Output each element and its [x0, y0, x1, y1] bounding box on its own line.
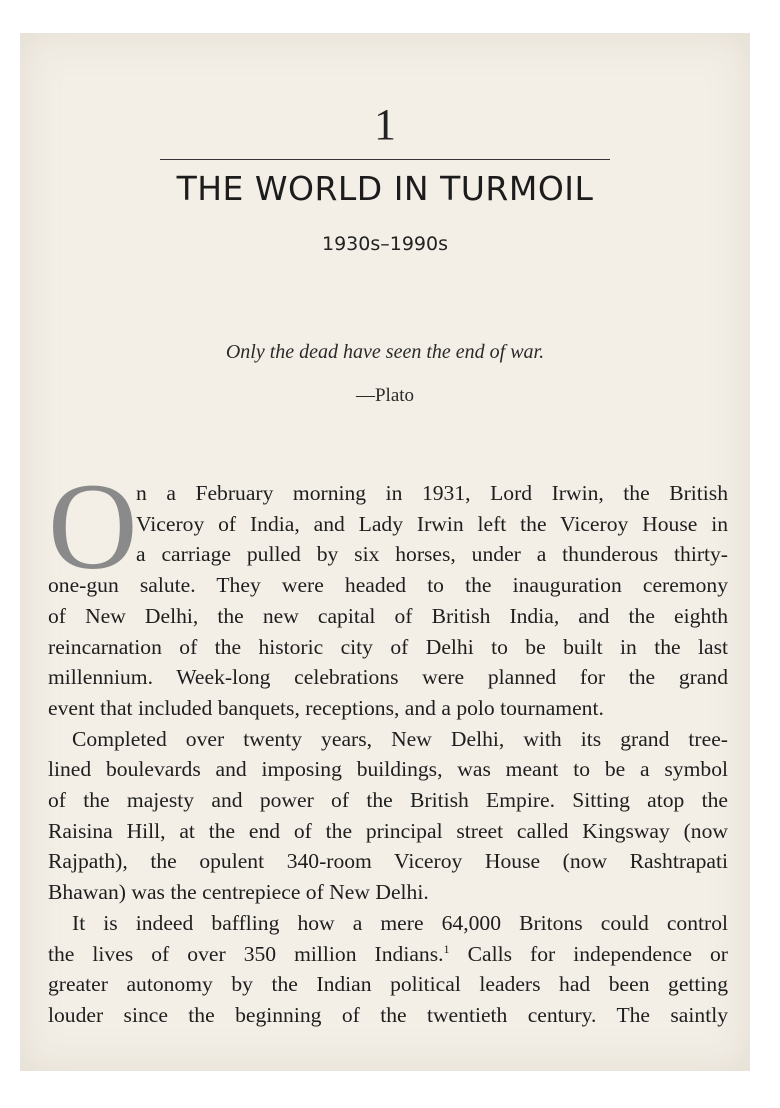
body-line: Raisina Hill, at the end of the principal street called Kingsway (now — [48, 818, 728, 843]
body-line: millennium. Week-long celebrations were planned for the grand — [48, 665, 728, 690]
body-line: lined boulevards and imposing buildings, was meant to be a symbol — [48, 757, 728, 782]
footnote-ref: 1 — [443, 941, 450, 956]
book-page — [20, 33, 750, 1071]
body-line: event that included banquets, receptions, and a polo tournament. — [48, 695, 604, 720]
chapter-subtitle: 1930s–1990s — [321, 233, 448, 255]
body-line: Viceroy of India, and Lady Irwin left the Viceroy House in — [136, 511, 728, 536]
chapter-number: 1 — [374, 100, 396, 149]
paragraph-1-opening — [48, 478, 728, 570]
body-line: Completed over twenty years, New Delhi, with its grand tree- — [72, 726, 728, 751]
body-line-part: Calls for independence or — [467, 941, 728, 966]
body-line-with-footnote — [48, 939, 728, 970]
body-line: a carriage pulled by six horses, under a thunderous thirty- — [136, 542, 728, 567]
body-line: Rajpath), the opulent 340-room Viceroy House (now Rashtrapati — [48, 849, 728, 874]
body-line: Bhawan) was the centrepiece of New Delhi. — [48, 880, 429, 905]
body-line: one-gun salute. They were headed to the inauguration ceremony — [48, 573, 728, 598]
chapter-body — [48, 458, 728, 1031]
body-line: It is indeed baffling how a mere 64,000 Britons could control — [72, 910, 728, 935]
drop-cap: O — [48, 458, 138, 595]
epigraph-quote: Only the dead have seen the end of war. — [225, 341, 545, 363]
epigraph-author: —Plato — [355, 385, 415, 406]
body-line: of New Delhi, the new capital of British India, and the eighth — [48, 603, 728, 628]
body-line: of the majesty and power of the British Empire. Sitting atop the — [48, 788, 728, 813]
body-line: greater autonomy by the Indian political leaders had been getting — [48, 972, 728, 997]
body-line: reincarnation of the historic city of Delhi to be built in the last — [48, 634, 728, 659]
body-line: n a February morning in 1931, Lord Irwin, the British — [136, 481, 728, 505]
body-line-part: the lives of over 350 million Indians. — [48, 941, 444, 966]
body-line: louder since the beginning of the twentieth century. The saintly — [48, 1002, 728, 1027]
chapter-rule — [160, 159, 610, 160]
chapter-title: THE WORLD IN TURMOIL — [176, 169, 594, 208]
